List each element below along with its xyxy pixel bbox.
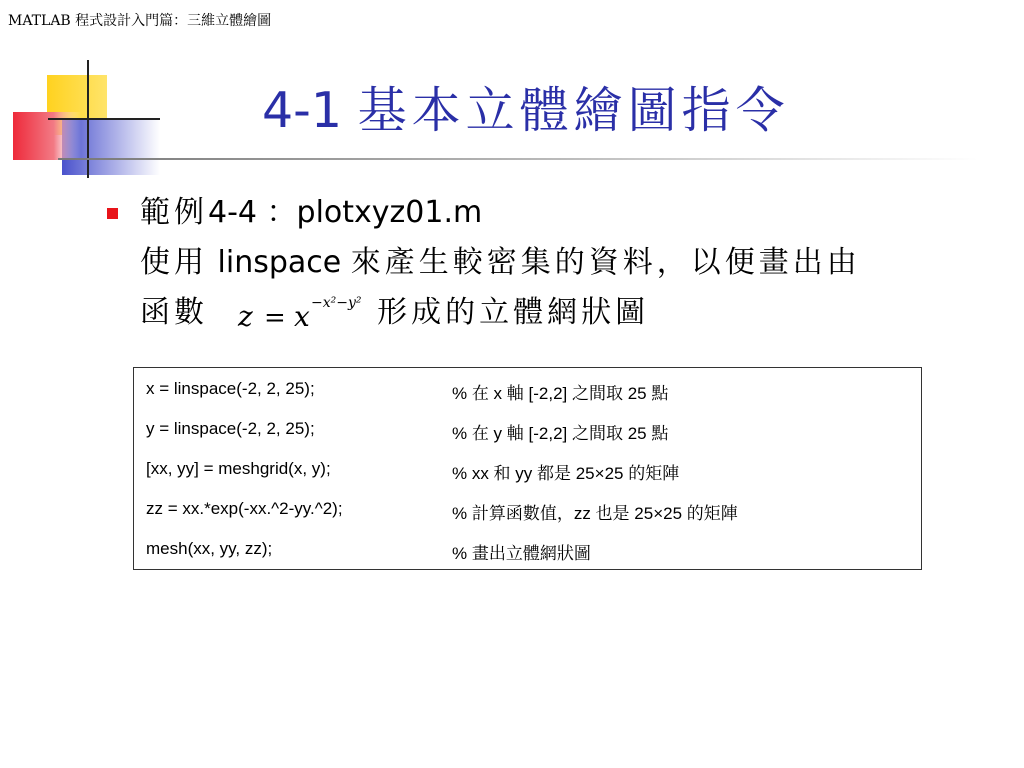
example-line — [140, 188, 861, 238]
example-separator: ： — [266, 195, 297, 230]
code-comment: % 在 x 軸 [-2,2] 之間取 25 點 — [452, 384, 669, 403]
desc-linspace: linspace — [217, 245, 342, 280]
decorative-squares-logo — [0, 0, 160, 190]
code-row — [134, 530, 921, 570]
desc-function: 函數 — [140, 295, 208, 330]
code-command: [xx, yy] = meshgrid(x, y); — [146, 459, 331, 478]
description-line-1 — [140, 238, 861, 288]
code-comment: % 畫出立體網狀圖 — [452, 544, 591, 563]
example-filename: plotxyz01.m — [296, 195, 483, 230]
desc-rest: 來產生較密集的資料，以便畫出由 — [350, 245, 861, 280]
example-number: 4-4 — [208, 195, 257, 230]
code-command: x = linspace(-2, 2, 25); — [146, 379, 315, 398]
bullet-text — [140, 188, 861, 338]
code-command: y = linspace(-2, 2, 25); — [146, 419, 315, 438]
desc-mesh-result: 形成的立體網狀圖 — [377, 295, 650, 330]
code-comment: % 在 y 軸 [-2,2] 之間取 25 點 — [452, 424, 669, 443]
code-row — [134, 450, 921, 490]
desc-use: 使用 — [140, 245, 208, 280]
code-row — [134, 370, 921, 410]
code-comment: % 計算函數值，zz 也是 25×25 的矩陣 — [452, 504, 738, 523]
formula-exponent: −x²−y² — [310, 295, 362, 311]
title-text: 基本立體繪圖指令 — [357, 82, 790, 139]
formula-base: x — [293, 300, 310, 333]
formula-equals: = — [263, 303, 286, 333]
description-line-2 — [140, 288, 861, 338]
code-listing — [133, 367, 922, 570]
code-command: mesh(xx, yy, zz); — [146, 539, 273, 558]
code-comment: % xx 和 yy 都是 25×25 的矩陣 — [452, 464, 680, 483]
code-row — [134, 490, 921, 530]
title-number: 4-1 — [262, 82, 343, 139]
formula-lhs: z — [237, 300, 253, 333]
example-label: 範例 — [140, 195, 208, 230]
slide-header: MATLAB 程式設計入門篇：三維立體繪圖 — [8, 13, 272, 29]
title-divider — [58, 158, 978, 160]
formula-equation — [218, 288, 368, 338]
bullet-square-icon — [107, 208, 118, 219]
code-command: zz = xx.*exp(-xx.^2-yy.^2); — [146, 499, 343, 518]
slide-title — [262, 72, 790, 142]
code-row — [134, 410, 921, 450]
